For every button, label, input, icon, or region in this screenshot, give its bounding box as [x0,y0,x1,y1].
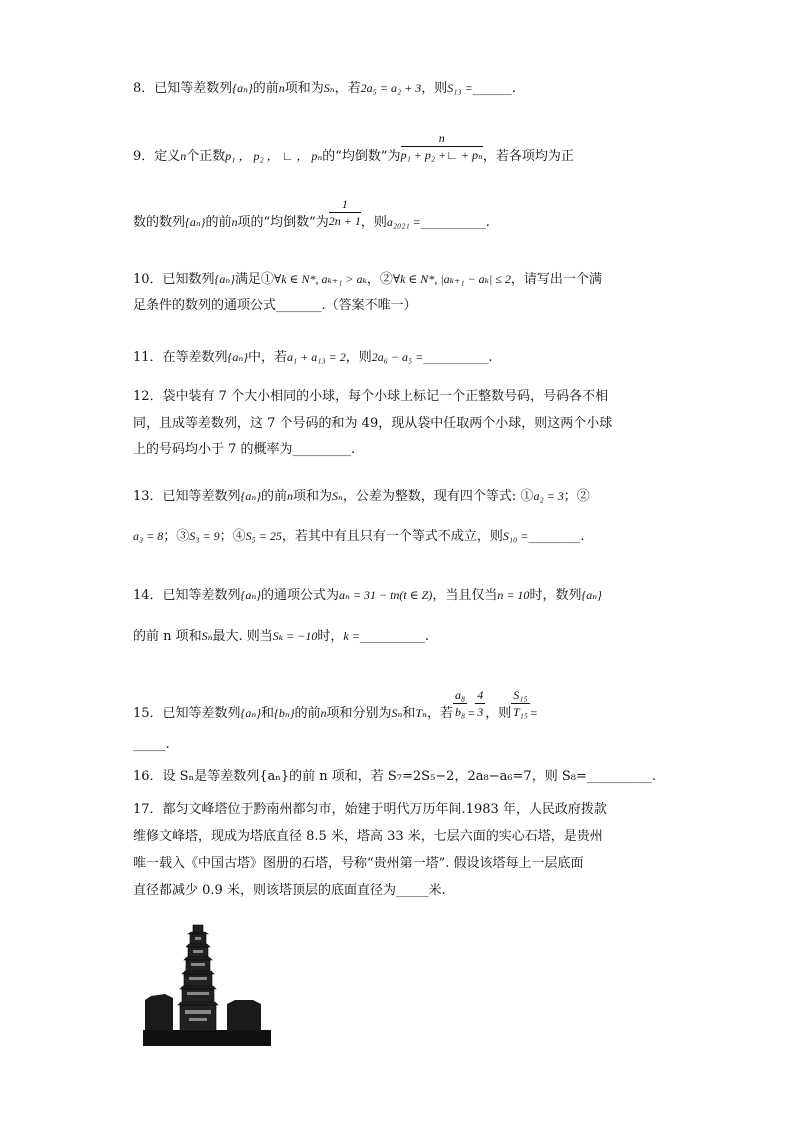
q11-prefix: 11．在等差数列 [133,350,228,365]
q12-line1: 12．袋中装有 7 个大小相同的小球，每个小球上标记一个正整数号码，号码各不相 [133,389,609,404]
q14-l2-mid: 最大. 则当 [212,629,273,644]
q9-suffix: ，若各项均为正 [482,149,574,164]
q13-l2-mid2: ；④ [219,529,246,544]
q14-mid2: ，当且仅当 [432,588,498,603]
q9-l2-mid2: 项的“均倒数”为 [237,215,329,230]
q10-prefix: 10．已知数列 [133,272,215,287]
q11-ask: 2a₆ − a₅ = [371,350,424,364]
q13-blank: ________. [528,529,585,544]
q15-seq-b: {bₙ} [274,706,295,720]
q16-text: 16．设 Sₙ是等差数列{aₙ}的前 n 项和，若 S₇=2S₅−2，2a₈−a₆=7，则 S₈=__________. [133,769,656,784]
q15-frac3 [511,687,529,720]
q15-and: 和 [261,706,275,721]
q8-blank: ______. [472,81,516,96]
q15-mid: 的前 [294,706,321,721]
q8-prefix: 8．已知等差数列 [133,81,233,96]
question-12-line3 [133,437,673,463]
q17-line3: 唯一载入《中国古塔》图册的石塔，号称“贵州第一塔”. 假设该塔每上一层底面 [133,856,584,871]
q13-n: n [287,489,294,503]
q14-cond2: Sₖ = −10 [272,629,318,643]
q11-cond: a₁ + a₁₃ = 2 [287,350,346,364]
q15-frac1-den: b₈ [454,705,466,719]
question-17-line3 [133,851,673,877]
question-13-line1 [133,483,673,510]
q15-mid3: ，若 [426,706,453,721]
q14-prefix: 14．已知等差数列 [133,588,241,603]
q8-cond-pre: ，若 [334,81,361,96]
q15-eq: = [529,706,538,720]
q12-line2: 同，且成等差数列，这 7 个号码的和为 49，现从袋中任取两个小球，则这两个小球 [133,416,613,431]
q9-seq: {aₙ} [185,215,206,229]
q17-line4: 直径都减少 0.9 米，则该塔顶层的底面直径为_____米. [133,883,446,898]
q9-p-list: p₁ ， p₂ ， ∟ ， pₙ [225,149,323,163]
q9-mid2: 的“均倒数”为 [322,149,401,164]
question-15-line1 [133,688,673,730]
q9-frac2-num: 1 [329,196,361,213]
question-17-line4 [133,878,673,904]
q15-frac2-den: 3 [477,705,484,719]
q15-frac3-num: S₁₅ [513,688,528,702]
q13-eq3: S₃ = 9 [189,529,220,543]
q15-mid4: ，则 [485,706,512,721]
q8-mid2: 项和为 [284,81,324,96]
q14-S: Sₙ [201,629,213,643]
q13-mid3: ，公差为整数，现有四个等式: ① [342,489,534,504]
q15-line2: _____. [133,737,170,752]
q10-line2: 足条件的数列的通项公式_______.（答案不唯一） [133,298,417,313]
q9-fraction2 [329,196,361,229]
q10-mid: 满足① [235,272,275,287]
q9-n: n [180,149,187,163]
q15-S: Sₙ [391,706,403,720]
q17-line2: 维修文峰塔，现成为塔底直径 8.5 米，塔高 33 米，七层六面的实心石塔，是贵州 [133,829,603,844]
q15-prefix: 15．已知等差数列 [133,706,241,721]
q8-mid: 的前 [252,81,279,96]
q8-seq: {aₙ} [232,81,253,95]
q8-ask: S₁₃ = [447,81,473,95]
q15-frac2 [475,687,485,720]
q15-T: Tₙ [415,706,427,720]
q10-cond1: ∀k ∈ N*, aₖ₊₁ > aₖ [274,272,367,286]
q13-S: Sₙ [332,489,343,503]
q14-l2-prefix: 的前 n 项和 [133,629,202,644]
q12-line3: 上的号码均小于 7 的概率为_________. [133,442,356,457]
q17-line1: 17．都匀文峰塔位于黔南州都匀市，始建于明代万历年间.1983 年，人民政府拨款 [133,802,607,817]
q15-frac1-eq: = [467,706,476,720]
q15-n: n [320,706,327,720]
question-12-line2 [133,411,673,437]
question-8 [133,75,673,102]
q14-l2-mid2: 时， [317,629,344,644]
q13-ask: S₁₀ = [502,529,529,543]
q13-prefix: 13．已知等差数列 [133,489,241,504]
q9-mid: 个正数 [186,149,226,164]
q14-seq2: {aₙ} [581,588,602,602]
q9-frac-num: n [401,130,483,147]
q13-mid: 的前 [261,489,288,504]
q14-mid: 的通项公式为 [261,588,340,603]
q13-eq4: S₅ = 25 [245,529,282,543]
q9-frac-den: p₁ + p₂ +∟ + pₙ [400,148,483,162]
q8-S: Sₙ [323,81,335,95]
q13-l2-mid3: ，若其中有且只有一个等式不成立，则 [281,529,503,544]
question-17-line2 [133,824,673,850]
q15-and2: 和 [402,706,416,721]
question-14-line2 [133,623,673,650]
question-16 [133,764,673,790]
q14-suffix: 时，数列 [529,588,582,603]
question-14-line1 [133,582,673,609]
q14-formula: aₙ = 31 − tn(t ∈ Z) [339,588,433,602]
q13-eq2: a₃ = 8 [133,529,164,543]
q13-eq1: a₂ = 3 [533,489,564,503]
question-15-line2 [133,732,673,758]
q11-mid: 中，若 [248,350,288,365]
q15-seq-a: {aₙ} [240,706,262,720]
q9-l2-prefix: 数的数列 [133,215,186,230]
q9-l2-n: n [231,215,238,229]
q15-frac2-num: 4 [477,688,484,702]
q14-cond: n = 10 [497,588,530,602]
q15-frac1 [453,687,467,720]
q13-mid2: 项和为 [293,489,333,504]
q8-cond: 2a₅ = a₂ + 3 [360,81,422,95]
question-17-line1 [133,797,673,823]
q15-frac3-den: T₁₅ [512,705,528,719]
q10-cond2: ∀k ∈ N*, |aₖ₊₁ − aₖ| ≤ 2 [392,272,511,286]
q9-ask-pre: ，则 [360,215,387,230]
q9-prefix: 9．定义 [133,149,181,164]
q10-suffix: ，请写出一个满 [510,272,602,287]
q14-blank: __________. [359,629,429,644]
q9-l2-mid: 的前 [205,215,232,230]
pagoda-photo [143,922,271,1046]
question-9-line1 [133,131,673,173]
q14-seq: {aₙ} [240,588,262,602]
question-10-line1 [133,266,673,293]
q15-mid2: 项和分别为 [326,706,392,721]
q9-blank: __________. [420,215,490,230]
q11-ask-pre: ，则 [345,350,372,365]
q10-mid2: ，② [366,272,393,287]
q10-seq: {aₙ} [214,272,236,286]
q8-ask-pre: ，则 [421,81,448,96]
q13-suffix: ；② [563,489,590,504]
q9-ask: a₂₀₂₁ = [386,215,421,229]
question-12-line1 [133,384,673,410]
q13-seq: {aₙ} [240,489,262,503]
q9-frac2-den: 2n + 1 [328,214,361,228]
q13-l2-mid: ；③ [163,529,190,544]
question-10-line2 [133,293,673,319]
q14-ask: k = [343,629,360,643]
question-13-line2 [133,523,673,550]
q15-frac1-num: a₈ [454,688,466,702]
q8-n: n [278,81,285,95]
q11-seq: {aₙ} [227,350,249,364]
question-11 [133,344,673,371]
question-9-line2 [133,197,673,239]
q9-fraction [401,130,483,163]
q11-blank: __________. [423,350,493,365]
